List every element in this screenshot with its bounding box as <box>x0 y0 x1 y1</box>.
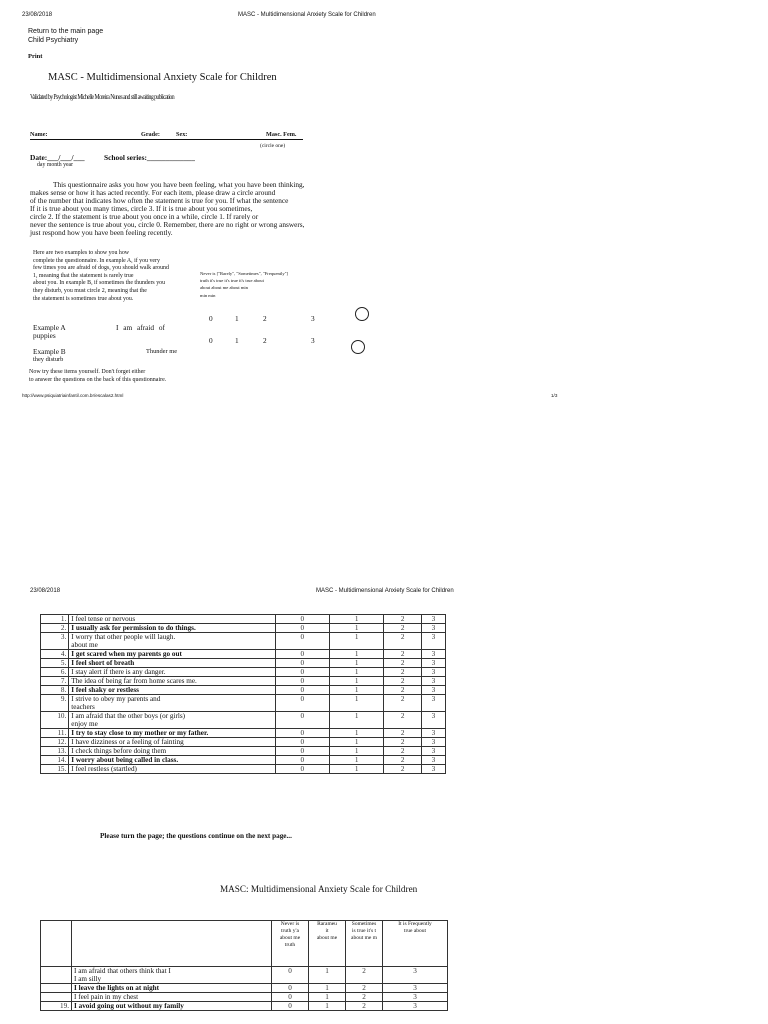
item-number: 1. <box>41 615 69 624</box>
validation-note: Validated by Psychologist Michelle Moreira Nunes and still awaiting publication <box>30 94 175 102</box>
score-option[interactable]: 3 <box>421 686 445 695</box>
score-option[interactable]: 1 <box>330 615 384 624</box>
score-option[interactable]: 1 <box>330 624 384 633</box>
item-number: 6. <box>41 668 69 677</box>
instruction-line: of the number that indicates how often the statement is true for you. If what the sentence <box>30 196 289 205</box>
item-number: 13. <box>41 747 69 756</box>
score-option[interactable]: 0 <box>275 633 329 650</box>
score-option[interactable]: 3 <box>421 756 445 765</box>
item-question-cell <box>72 984 272 993</box>
score-option[interactable]: 0 <box>275 677 329 686</box>
item-number: 3. <box>41 633 69 650</box>
table-row <box>41 712 446 729</box>
item-question-cell <box>69 650 275 659</box>
score-option[interactable]: 1 <box>330 712 384 729</box>
item-question: I feel shaky or restless <box>71 686 139 694</box>
score-option[interactable]: 0 <box>275 738 329 747</box>
item-question: The idea of being far from home scares me. <box>71 677 197 685</box>
item-question-cell <box>69 747 275 756</box>
item-number: 2. <box>41 624 69 633</box>
score-option[interactable]: 2 <box>384 712 422 729</box>
closing-note <box>29 368 166 384</box>
item-question-cell <box>69 712 275 729</box>
score-option[interactable]: 1 <box>330 650 384 659</box>
item-number: 9. <box>41 695 69 712</box>
questions-table <box>40 614 446 774</box>
item-question: I am afraid that others think that I <box>74 967 171 975</box>
score-option[interactable]: 3 <box>421 633 445 650</box>
score-option[interactable]: 1 <box>330 756 384 765</box>
table-row <box>41 967 448 984</box>
score-option[interactable]: 1 <box>330 686 384 695</box>
item-question: I avoid going out without my family <box>74 1002 184 1010</box>
header-rarely-cell <box>309 921 346 967</box>
scale-header <box>200 270 288 299</box>
examples-intro <box>33 250 169 303</box>
table-row <box>41 624 446 633</box>
scale-num: 0 <box>209 314 213 323</box>
second-table-header-row <box>41 921 448 967</box>
item-question-cell <box>69 668 275 677</box>
example-b-label: Example B <box>33 347 66 356</box>
header-title: MASC - Multidimensional Anxiety Scale for Children <box>238 12 376 18</box>
footer-url-link[interactable]: http://www.psiquiatriainfantil.com.br/escalas2.html <box>22 393 124 398</box>
item-question: I feel restless (startled) <box>71 765 137 773</box>
score-option[interactable]: 3 <box>421 712 445 729</box>
score-option[interactable]: 1 <box>330 747 384 756</box>
score-option[interactable]: 0 <box>275 747 329 756</box>
header-text: true about <box>403 928 427 934</box>
item-question-cell <box>69 695 275 712</box>
score-option[interactable]: 2 <box>384 747 422 756</box>
table-row <box>41 747 446 756</box>
header-frequently-cell <box>383 921 448 967</box>
table-row <box>41 738 446 747</box>
header-text: it <box>325 928 329 934</box>
score-option[interactable]: 1 <box>330 729 384 738</box>
instruction-line: If it is true about you many times, circle 3. If it is true about you sometimes, <box>30 204 253 213</box>
item-number <box>41 993 72 1002</box>
table-row <box>41 668 446 677</box>
item-question: I feel tense or nervous <box>71 615 136 623</box>
score-option[interactable]: 2 <box>384 668 422 677</box>
footer-page-number: 1/3 <box>551 393 558 398</box>
score-option[interactable]: 0 <box>275 765 329 774</box>
instruction-line: never the sentence is true about you, circle 0. Remember, there are no right or wrong answers, <box>30 220 305 229</box>
score-option[interactable]: 0 <box>272 984 309 993</box>
item-question-cont: I am silly <box>74 975 102 983</box>
item-number: 14. <box>41 756 69 765</box>
item-number: 10. <box>41 712 69 729</box>
score-option[interactable]: 3 <box>421 729 445 738</box>
score-option[interactable]: 2 <box>384 624 422 633</box>
item-number: 5. <box>41 659 69 668</box>
item-question-cont: about me <box>71 641 98 649</box>
score-option[interactable]: 2 <box>384 756 422 765</box>
print-link[interactable]: Print <box>28 53 43 60</box>
item-question-cell <box>69 765 275 774</box>
score-option[interactable]: 3 <box>421 668 445 677</box>
score-option[interactable]: 3 <box>421 747 445 756</box>
examples-intro-line: complete the questionnaire. In example A, if you very <box>33 257 160 264</box>
item-question-cell <box>72 993 272 1002</box>
item-question-cell <box>72 1002 272 1011</box>
score-option[interactable]: 2 <box>384 738 422 747</box>
score-option[interactable]: 1 <box>330 677 384 686</box>
score-option[interactable]: 1 <box>330 695 384 712</box>
table-row <box>41 756 446 765</box>
score-option[interactable]: 1 <box>330 738 384 747</box>
score-option[interactable]: 2 <box>384 633 422 650</box>
item-number: 12. <box>41 738 69 747</box>
score-option[interactable]: 3 <box>421 695 445 712</box>
score-option[interactable]: 2 <box>384 695 422 712</box>
score-option[interactable]: 3 <box>421 615 445 624</box>
circle-mark-icon <box>355 307 369 321</box>
item-question-cell <box>69 729 275 738</box>
item-question-cell <box>69 624 275 633</box>
scale-num: 3 <box>311 314 315 323</box>
item-number: 8. <box>41 686 69 695</box>
score-option[interactable]: 3 <box>421 650 445 659</box>
item-number: 19. <box>41 1002 72 1011</box>
score-option[interactable]: 1 <box>309 1002 346 1011</box>
score-option[interactable]: 0 <box>275 756 329 765</box>
item-number <box>41 984 72 993</box>
page2-header-date: 23/08/2018 <box>30 588 61 594</box>
examples-intro-line: 1, meaning that the statement is rarely true <box>33 272 134 279</box>
item-number: 15. <box>41 765 69 774</box>
item-question: I leave the lights on at night <box>74 984 160 992</box>
item-question-cell <box>69 677 275 686</box>
masc-fem-label: Masc. Fem. <box>266 131 297 138</box>
score-option[interactable]: 0 <box>275 650 329 659</box>
table-row <box>41 729 446 738</box>
score-option[interactable]: 2 <box>384 677 422 686</box>
table-row <box>41 984 448 993</box>
instruction-line: just respond how you have been feeling recently. <box>30 228 173 237</box>
item-question-cell <box>69 686 275 695</box>
header-text: about me m <box>351 935 377 941</box>
item-question: I stay alert if there is any danger. <box>71 668 166 676</box>
header-text: Never is <box>280 921 300 927</box>
score-option[interactable]: 3 <box>421 738 445 747</box>
page-title: MASC - Multidimensional Anxiety Scale for Children <box>48 72 277 83</box>
date-label: Date:___/___/___ <box>30 153 85 162</box>
score-option[interactable]: 1 <box>330 765 384 774</box>
example-b-text: Thunder me <box>146 348 178 355</box>
score-option[interactable]: 2 <box>384 615 422 624</box>
header-sometimes-cell <box>346 921 383 967</box>
item-question-cell <box>69 659 275 668</box>
table-row <box>41 695 446 712</box>
header-never-cell <box>272 921 309 967</box>
score-option[interactable]: 2 <box>384 729 422 738</box>
example-a-text-cont: puppies <box>33 331 56 340</box>
item-number: 4. <box>41 650 69 659</box>
grade-label: Grade: <box>141 131 160 138</box>
table-row <box>41 1002 448 1011</box>
item-question: I try to stay close to my mother or my father. <box>71 729 209 737</box>
score-option[interactable]: 2 <box>346 984 383 993</box>
scale-header-line: min min <box>200 292 216 298</box>
item-question: I worry about being called in class. <box>71 756 179 764</box>
instruction-line: circle 2. If the statement is true about you once in a while, circle 1. If rarely or <box>30 212 259 221</box>
score-option[interactable]: 1 <box>330 659 384 668</box>
header-text: truth y'a <box>281 928 299 934</box>
score-option[interactable]: 0 <box>275 686 329 695</box>
score-option[interactable]: 1 <box>330 633 384 650</box>
page2-header-title: MASC - Multidimensional Anxiety Scale for Children <box>316 588 454 594</box>
school-series-label: School series:_____________ <box>104 153 195 162</box>
score-option[interactable]: 0 <box>275 659 329 668</box>
score-option[interactable]: 3 <box>421 677 445 686</box>
item-question-cell <box>72 967 272 984</box>
closing-line: to answer the questions on the back of this questionnaire. <box>29 377 167 383</box>
scale-num: 2 <box>263 314 267 323</box>
item-question-cell <box>69 633 275 650</box>
circle-one-note: (circle one) <box>260 143 286 149</box>
sex-label: Sex: <box>176 131 188 138</box>
score-option[interactable]: 1 <box>309 967 346 984</box>
second-questions-table <box>40 920 448 1011</box>
item-number <box>41 967 72 984</box>
table-row <box>41 686 446 695</box>
scale-num: 0 <box>209 336 213 345</box>
table-row <box>41 633 446 650</box>
form-underline <box>30 139 303 140</box>
score-option[interactable]: 0 <box>275 729 329 738</box>
score-option[interactable]: 0 <box>275 712 329 729</box>
item-question-cell <box>69 615 275 624</box>
return-main-link[interactable]: Return to the main page <box>28 28 104 35</box>
item-question-cont: teachers <box>71 703 95 711</box>
score-option[interactable]: 2 <box>346 993 383 1002</box>
examples-intro-line: the statement is sometimes true about you. <box>33 295 134 302</box>
item-question-cont: enjoy me <box>71 720 98 728</box>
score-option[interactable]: 2 <box>384 686 422 695</box>
header-text: It is Frequently <box>398 921 432 927</box>
item-question: I have dizziness or a feeling of fainting <box>71 738 184 746</box>
item-question: I feel short of breath <box>71 659 135 667</box>
turn-page-note: Please turn the page; the questions continue on the next page... <box>100 832 292 840</box>
table-row <box>41 677 446 686</box>
table-row <box>41 615 446 624</box>
scale-num: 1 <box>235 336 239 345</box>
scale-header-line: Never is ["Rarely", "Sometimes", "Frequently"] <box>200 271 289 276</box>
scale-num: 2 <box>263 336 267 345</box>
instruction-line: This questionnaire asks you how you have been feeling, what you have been thinking, <box>53 180 305 189</box>
score-option[interactable]: 3 <box>421 624 445 633</box>
score-option[interactable]: 0 <box>275 624 329 633</box>
score-option[interactable]: 1 <box>309 993 346 1002</box>
table-row <box>41 659 446 668</box>
score-option[interactable]: 3 <box>383 1002 448 1011</box>
table-row <box>41 765 446 774</box>
header-text: about me truth <box>279 935 301 948</box>
table-row <box>41 993 448 1002</box>
score-option[interactable]: 2 <box>384 765 422 774</box>
item-question: I strive to obey my parents and <box>71 695 161 703</box>
score-option[interactable]: 3 <box>421 765 445 774</box>
score-option[interactable]: 0 <box>272 993 309 1002</box>
date-subtitle: day month year <box>37 162 74 168</box>
item-question: I worry that other people will laugh. <box>71 633 176 641</box>
item-question: I usually ask for permission to do things. <box>71 624 196 632</box>
circle-mark-icon <box>351 340 365 354</box>
header-text: Sometimes <box>351 921 377 927</box>
example-a-label: Example A <box>33 323 66 332</box>
score-option[interactable]: 1 <box>330 668 384 677</box>
score-option[interactable]: 0 <box>272 967 309 984</box>
item-question: I feel pain in my chest <box>74 993 139 1001</box>
second-title: MASC: Multidimensional Anxiety Scale for Children <box>220 884 418 894</box>
item-question: I check things before doing them <box>71 747 167 755</box>
scale-num: 3 <box>311 336 315 345</box>
score-option[interactable]: 0 <box>275 615 329 624</box>
child-psychiatry-link[interactable]: Child Psychiatry <box>28 37 79 44</box>
table-row <box>41 650 446 659</box>
item-number: 11. <box>41 729 69 738</box>
examples-intro-line: few times you are afraid of dogs, you should walk around <box>33 265 169 272</box>
header-text: is true it's t <box>351 928 377 934</box>
example-b-text-cont: they disturb <box>33 356 64 363</box>
examples-intro-line: about you. In example B, if sometimes the thunders you <box>33 280 166 287</box>
name-label: Name: <box>30 131 48 138</box>
score-option[interactable]: 2 <box>346 967 383 984</box>
scale-header-line: about about me about min <box>200 285 248 291</box>
header-text: about me <box>316 935 338 941</box>
questions-table-body <box>41 615 446 774</box>
score-option[interactable]: 3 <box>421 659 445 668</box>
instruction-line: makes sense or how it has acted recently. For each item, please draw a circle around <box>30 188 276 197</box>
header-date: 23/08/2018 <box>22 12 53 18</box>
scale-header-line: truth it's true it's true it's true about <box>200 278 264 284</box>
score-option[interactable]: 2 <box>346 1002 383 1011</box>
closing-line: Now try these items yourself. Don't forget either <box>29 369 146 375</box>
item-question-cell <box>69 738 275 747</box>
score-option[interactable]: 3 <box>383 967 448 984</box>
score-option[interactable]: 2 <box>384 659 422 668</box>
score-option[interactable]: 0 <box>275 695 329 712</box>
item-question-cell <box>69 756 275 765</box>
item-number: 7. <box>41 677 69 686</box>
examples-intro-line: they disturb, you must circle 2, meaning that the <box>33 287 147 294</box>
header-text: Rarameu <box>317 921 337 927</box>
score-option[interactable]: 3 <box>383 984 448 993</box>
score-option[interactable]: 0 <box>272 1002 309 1011</box>
second-questions-table-body <box>41 921 448 1011</box>
header-blank-cell <box>72 921 272 967</box>
score-option[interactable]: 1 <box>309 984 346 993</box>
item-question: I get scared when my parents go out <box>71 650 182 658</box>
example-a-text: I am afraid of <box>116 323 165 332</box>
score-option[interactable]: 3 <box>383 993 448 1002</box>
score-option[interactable]: 0 <box>275 668 329 677</box>
header-blank-cell <box>41 921 72 967</box>
score-option[interactable]: 2 <box>384 650 422 659</box>
scale-num: 1 <box>235 314 239 323</box>
item-question: I am afraid that the other boys (or girls) <box>71 712 186 720</box>
examples-intro-line: Here are two examples to show you how <box>33 250 130 256</box>
